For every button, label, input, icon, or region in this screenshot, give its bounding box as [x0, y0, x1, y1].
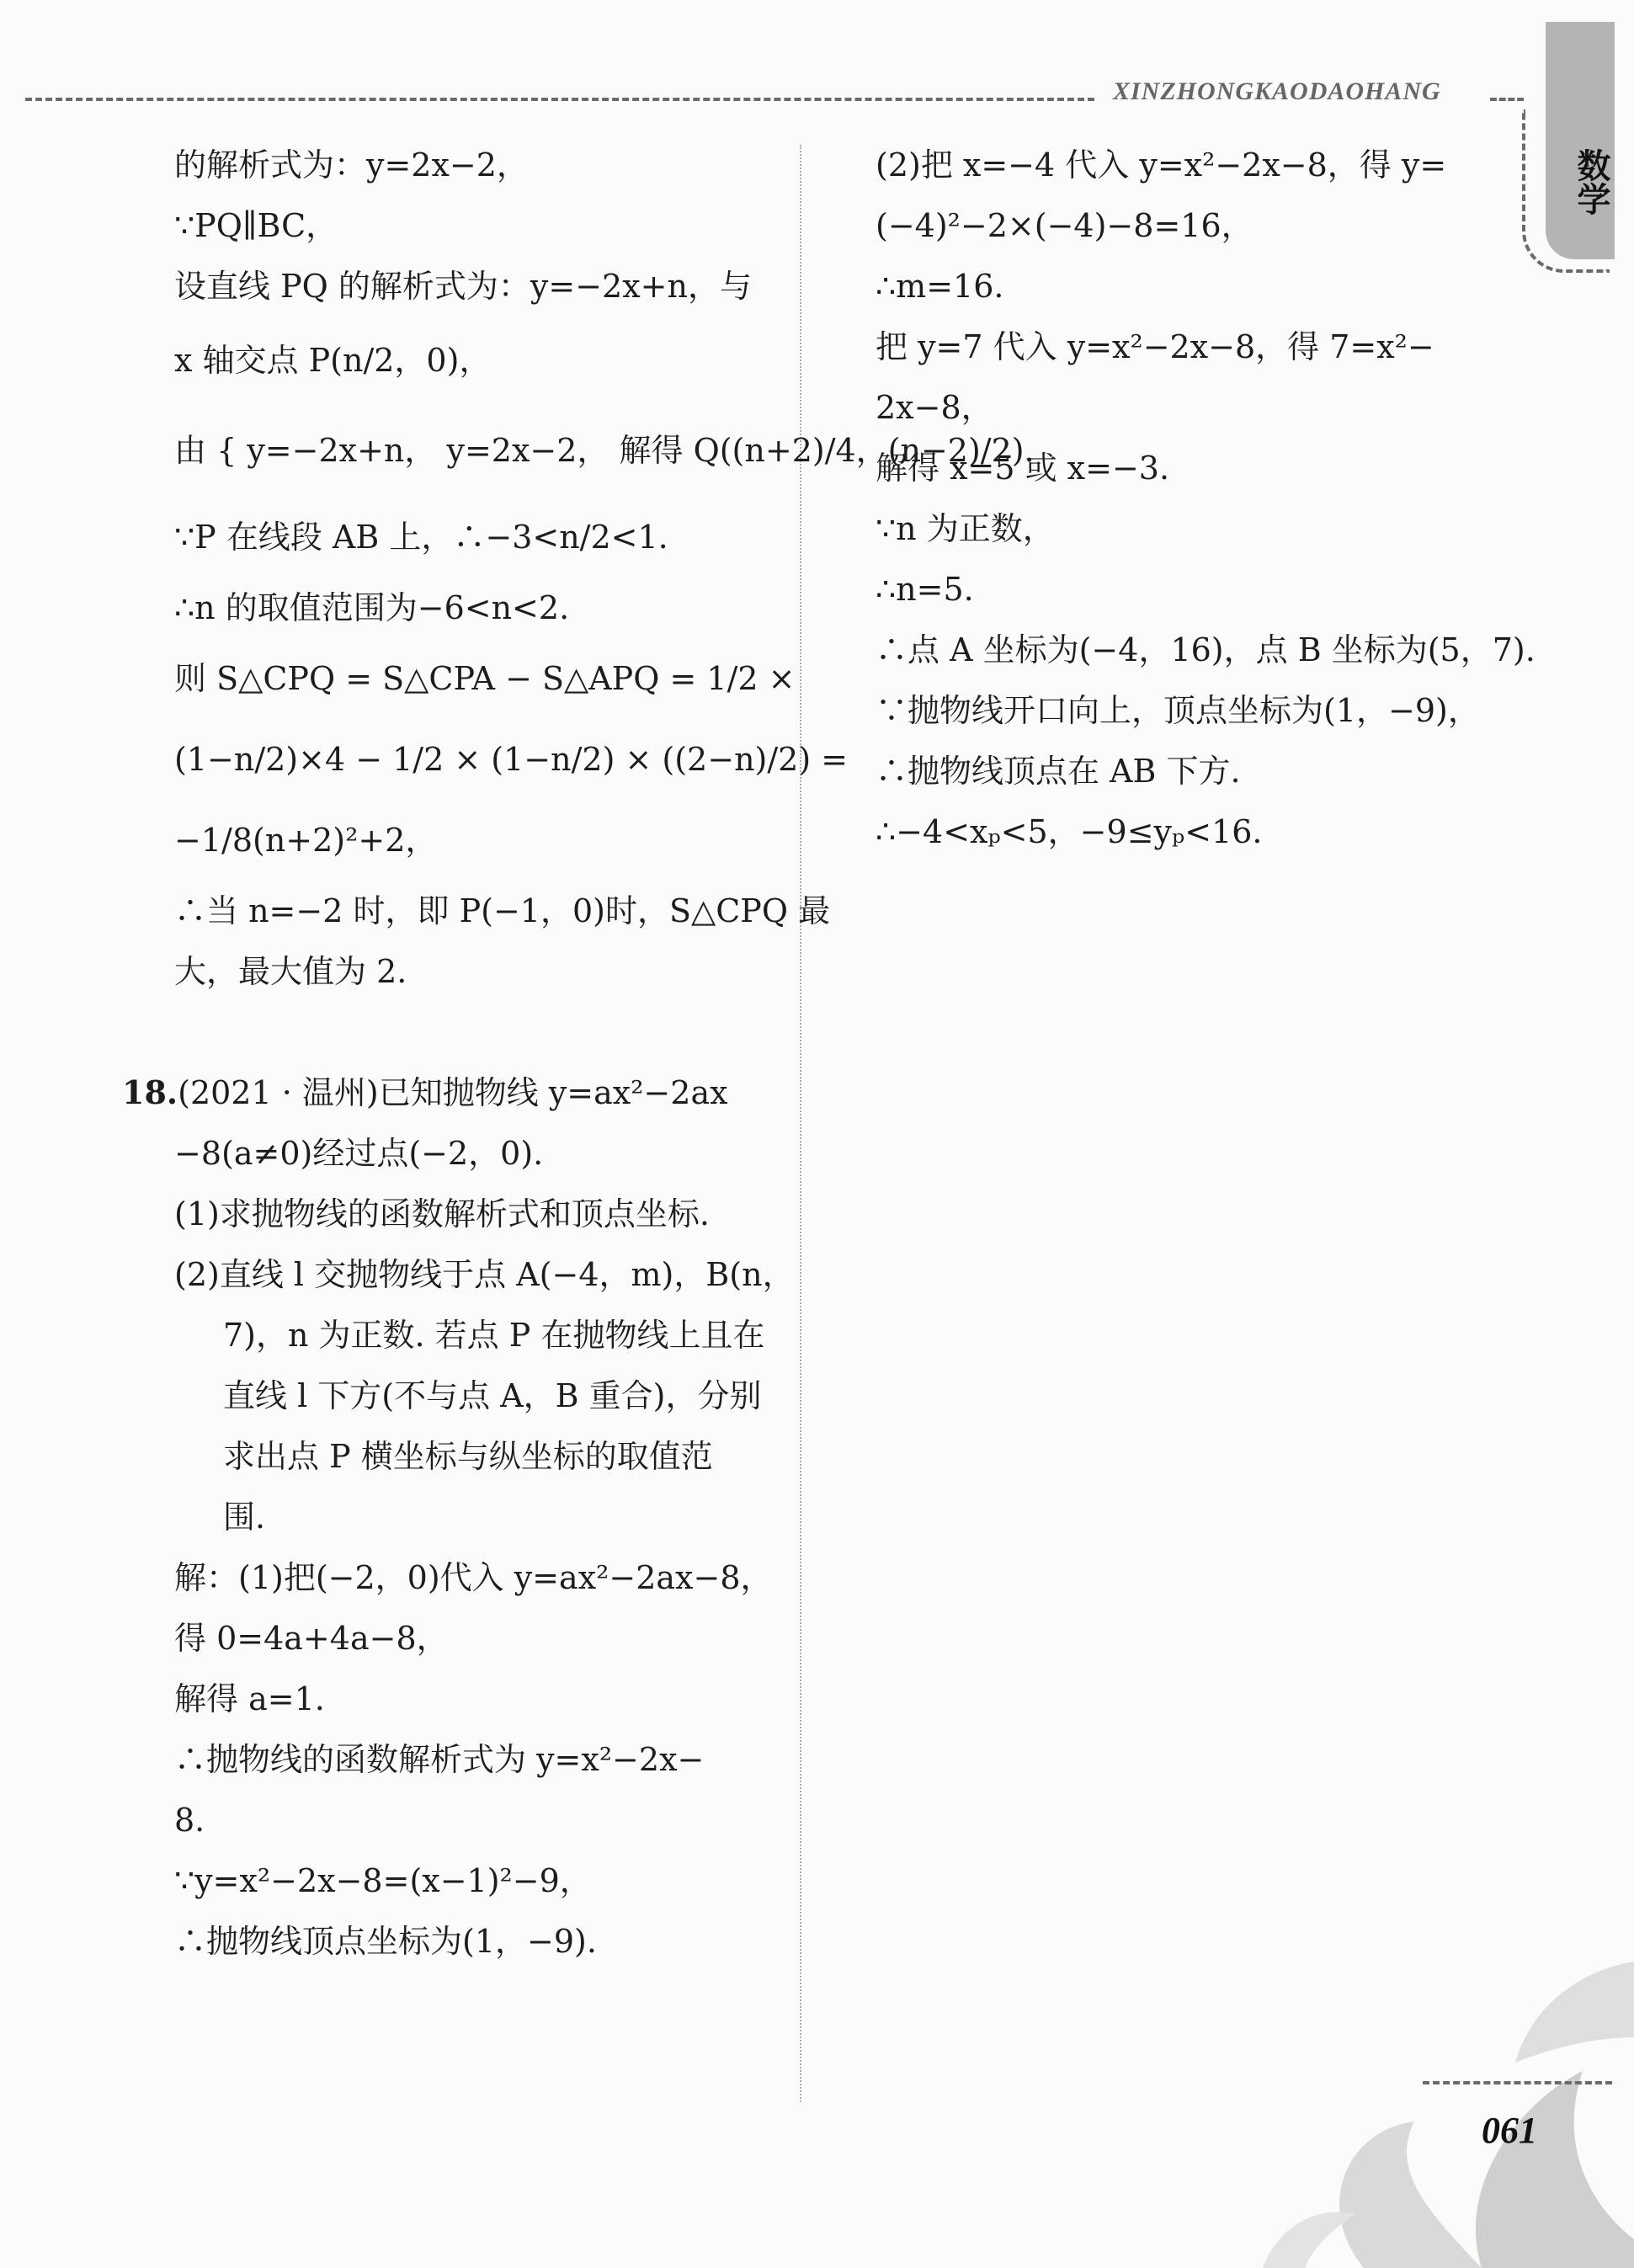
text-line: ∴点 A 坐标为(−4，16)，点 B 坐标为(5，7). — [876, 631, 1536, 668]
problem-part-2: 直线 l 下方(不与点 A，B 重合)，分别 — [223, 1377, 762, 1414]
problem-part-1: (1)求抛物线的函数解析式和顶点坐标. — [174, 1195, 710, 1232]
text-line: ∴n 的取值范围为−6<n<2. — [174, 589, 570, 626]
page-number: 061 — [1482, 2110, 1537, 2151]
solution-line: 解得 a=1. — [174, 1680, 325, 1717]
text-line: 设直线 PQ 的解析式为：y=−2x+n，与 — [174, 268, 752, 305]
problem-part-2: 围. — [223, 1499, 266, 1536]
text-line: ∵P 在线段 AB 上，∴−3<n/2<1. — [174, 519, 668, 556]
solution-line: ∵y=x²−2x−8=(x−1)²−9， — [174, 1862, 592, 1899]
text-line: ∴抛物线顶点在 AB 下方. — [876, 753, 1241, 790]
area-formula: −1/8(n+2)²+2， — [174, 822, 438, 859]
right-column — [876, 135, 1536, 862]
problem-stem-text: (2021 · 温州)已知抛物线 y=ax²−2ax — [178, 1074, 728, 1111]
problem-part-2: 求出点 P 横坐标与纵坐标的取值范 — [223, 1438, 713, 1475]
problem-stem-text: −8(a≠0)经过点(−2，0). — [174, 1135, 544, 1172]
solution-line: 8. — [174, 1802, 205, 1839]
subject-tab — [1546, 22, 1615, 259]
area-formula: (1−n/2)×4 − 1/2 × (1−n/2) × ((2−n)/2) = — [174, 741, 849, 778]
corner-leaf-decoration — [1263, 1936, 1634, 2268]
text-line: x 轴交点 P(n/2，0)， — [174, 342, 492, 379]
header-dashed-rule-right — [1490, 98, 1524, 101]
text-line: ∵抛物线开口向上，顶点坐标为(1，−9)， — [876, 692, 1480, 729]
solution-line: ∴抛物线的函数解析式为 y=x²−2x− — [174, 1741, 705, 1778]
problem-stem — [122, 1062, 780, 1123]
footer-dashed-rule — [1423, 2081, 1612, 2084]
text-line: (−4)²−2×(−4)−8=16， — [876, 207, 1253, 244]
area-formula: 则 S△CPQ = S△CPA − S△APQ = 1/2 × — [174, 660, 796, 697]
problem-part-2: 7)，n 为正数. 若点 P 在抛物线上且在 — [223, 1317, 765, 1354]
solution-line: ∴抛物线顶点坐标为(1，−9). — [174, 1923, 597, 1960]
problem-part-2: (2)直线 l 交抛物线于点 A(−4，m)，B(n， — [174, 1256, 795, 1293]
text-line: ∴n=5. — [876, 571, 974, 608]
text-line: 2x−8， — [876, 389, 993, 426]
problem-number: 18. — [122, 1073, 178, 1111]
equation-system: 由 { y=−2x+n， y=2x−2， 解得 Q((n+2)/4，(n−2)/2). — [174, 432, 1035, 469]
text-line: 的解析式为：y=2x−2， — [174, 146, 529, 184]
subject-label: 数学 — [1572, 148, 1610, 216]
text-line: ∵n 为正数， — [876, 510, 1055, 547]
text-line: (2)把 x=−4 代入 y=x²−2x−8，得 y= — [876, 146, 1447, 184]
solution-line: 得 0=4a+4a−8， — [174, 1620, 449, 1657]
text-line: 把 y=7 代入 y=x²−2x−8，得 7=x²− — [876, 328, 1434, 365]
text-line: ∴−4<xₚ<5，−9≤yₚ<16. — [876, 813, 1263, 850]
text-line: ∴m=16. — [876, 268, 1004, 305]
text-line: ∵PQ∥BC， — [174, 207, 338, 244]
header-title: XINZHONGKAODAOHANG — [1113, 77, 1441, 105]
solution-line: 解：(1)把(−2，0)代入 y=ax²−2ax−8， — [174, 1559, 773, 1596]
header-dashed-rule — [25, 98, 1094, 101]
text-line: 解得 x=5 或 x=−3. — [876, 450, 1170, 487]
text-line: ∴当 n=−2 时，即 P(−1，0)时，S△CPQ 最 — [174, 892, 831, 929]
text-line: 大，最大值为 2. — [174, 953, 407, 990]
